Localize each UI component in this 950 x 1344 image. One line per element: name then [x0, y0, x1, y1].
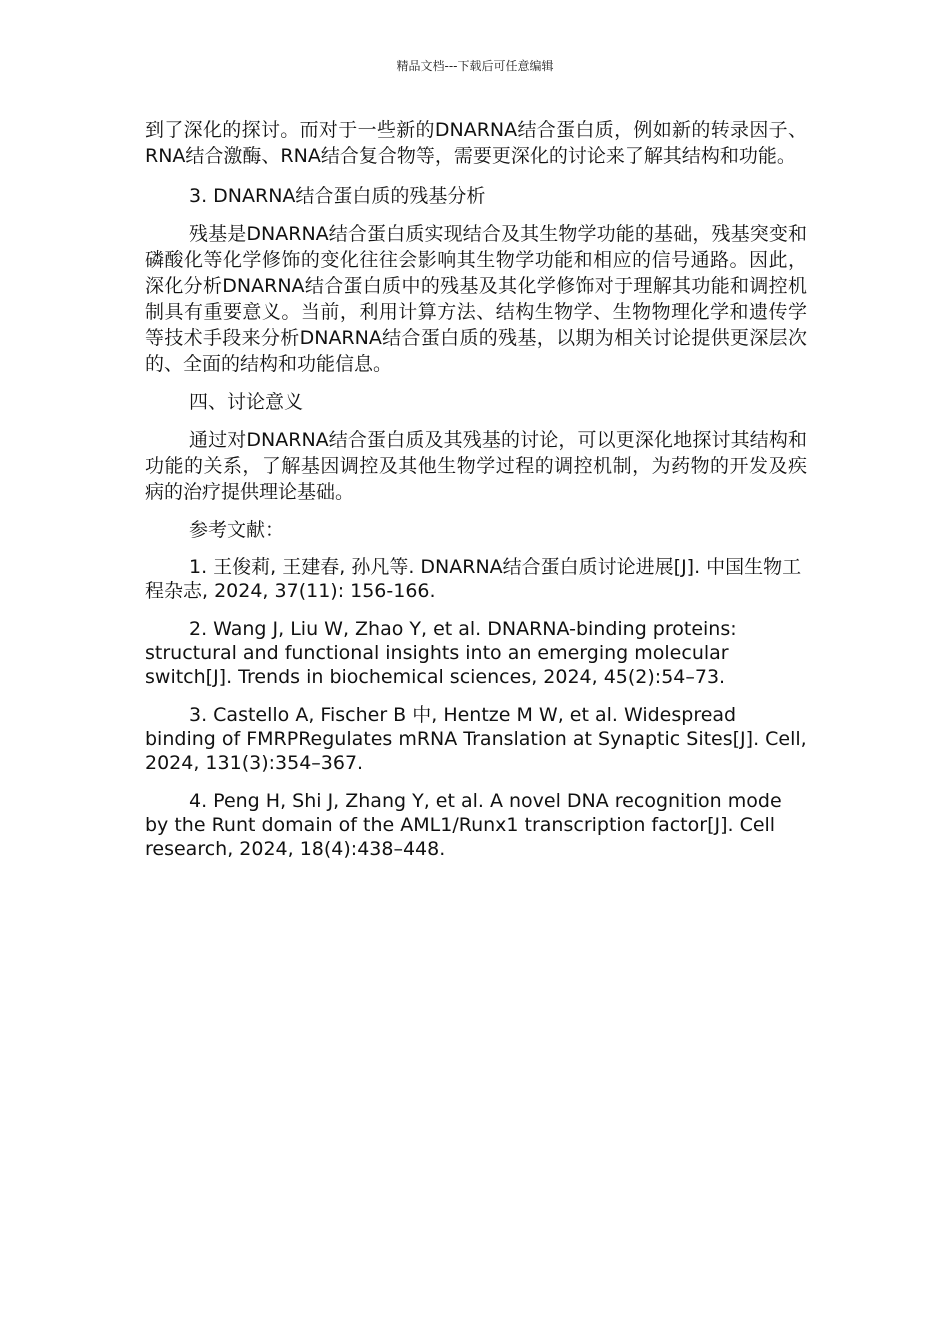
- intro-paragraph: 到了深化的探讨。而对于一些新的DNARNA结合蛋白质，例如新的转录因子、RNA结合激酶、RNA结合复合物等，需要更深化的讨论来了解其结构和功能。: [145, 119, 807, 167]
- reference-item: 3. Castello A, Fischer B 中, Hentze M W, et al. Widespread binding of FMRPRegulates mRNA Translation at Synaptic Sites[J]. Cell, 2024, 131(3):354–367.: [145, 704, 807, 774]
- page-header: 精品文档---下载后可任意编辑: [396, 59, 554, 73]
- section-4-paragraph: 通过对DNARNA结合蛋白质及其残基的讨论，可以更深化地探讨其结构和功能的关系，了解基因调控及其他生物学过程的调控机制，为药物的开发及疾病的治疗提供理论基础。: [145, 429, 807, 503]
- reference-item: 1. 王俊莉, 王建春, 孙凡等. DNARNA结合蛋白质讨论进展[J]. 中国生物工程杂志, 2024, 37(11): 156-166.: [145, 556, 802, 602]
- section-3-paragraph: 残基是DNARNA结合蛋白质实现结合及其生物学功能的基础，残基突变和磷酸化等化学修饰的变化往往会影响其生物学功能和相应的信号通路。因此，深化分析DNARNA结合蛋白质中的残基及其化学修饰对于理解其功能和调控机制具有重要意义。当前，利用计算方法、结构生物学、生物物理化学和遗传学等技术手段来分析DNARNA结合蛋白质的残基，以期为相关讨论提供更深层次的、全面的结构和功能信息。: [145, 223, 807, 375]
- reference-item: 2. Wang J, Liu W, Zhao Y, et al. DNARNA-binding proteins: structural and functional insights into an emerging molecular switch[J]. Trends in biochemical sciences, 2024, 45(2):54–73.: [145, 618, 737, 688]
- section-3-heading: 3. DNARNA结合蛋白质的残基分析: [189, 185, 486, 207]
- reference-item: 4. Peng H, Shi J, Zhang Y, et al. A novel DNA recognition mode by the Runt domain of the AML1/Runx1 transcription factor[J]. Cell research, 2024, 18(4):438–448.: [145, 790, 782, 860]
- references-heading: 参考文献：: [189, 519, 285, 541]
- document-body: [145, 117, 807, 875]
- section-4-heading: 四、讨论意义: [189, 391, 304, 413]
